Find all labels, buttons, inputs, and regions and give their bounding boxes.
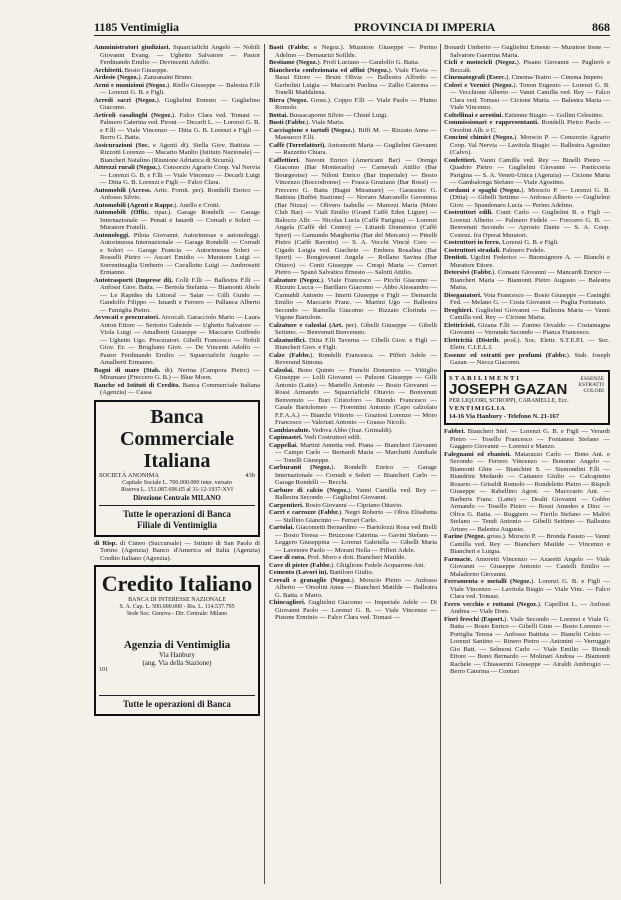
directory-entry: Fabbri. Biancheri Stef. — Lorenzi G. B. e Figli — Verardi Pietro — Tosello Francesco — Fontanesi Stefano — Gaggero Giovanni — Lorenzi e Manzo. [444, 428, 610, 450]
directory-entry: Carburanti (Negoz.). Rondelli Enrico — Garage Internazionale — Corradi e Soleri — Biancheri Carlo — Garage Rondelli — Becchi. [269, 464, 437, 486]
directory-entry: Automobili (Offic. ripar.). Garage Rondelli — Garage Internazionale — Penati e Isnardi — Corradi e Soleri — Muratore Fratelli. [94, 209, 260, 231]
ad-joseph-gazan [444, 370, 610, 426]
ad-gazan-top: STABILIMENTI [449, 374, 521, 382]
directory-entry: Cordami e spaghi (Negoz.). Morscio P. — Lorenzi G. B. (Ditta) — Gibelli Settimo — Anfosso Alberto — Guglielmi Giov. — Spandonaro Lucia — Perino Adelmo. [444, 186, 610, 209]
directory-entry: Autotrasporti (Imprese di). Colli F.lli — Ballestra F.lli — Anfossi Giov. Batta. — Bertola Stefania — Biamonti Abele — Le Rapides du Littoral — Satar — Gilli Guido — Gandolfo Filippo — Isnardi e Ferrero — Pallanca Alberto — Famiglia Pietro. [94, 276, 260, 314]
directory-entry: Fiori freschi (Esport.). Viale Secondo — Lorenzi e Viale G. Batta — Bosio Enrico — Gibelli Gino — Bosio Lorenzo — Portiglia Teresa — Anfosso Battista — Bianchi Celsio — Lorenzi Santino — Rinero Pietro — Antonini — Verruggio Gio Batt. — Selmoni Carlo — Viale Emilio — Biondi Ettore — Bono Bernardo — Molinari Andrea — Biamonti Rachele — Chiasserini Giuseppe — Airaldi Ambrogio — Berro Caterina — Conturi [444, 615, 610, 675]
directory-entry: Attrezzi rurali (Negoz.). Consorzio Agrario Coop. Val Nervia — Lorenzi G. B. e F.lli — Viale Vincenzo — Decarli Luigi — Ditta G. B. Lorenzi e Figli — Falco Clara. [94, 164, 260, 186]
header-province: PROVINCIA DI IMPERIA [354, 20, 496, 34]
ad-banca-commerciale [94, 400, 260, 537]
directory-entry: Basti (Fabbr. e Negoz.). Muratore Giuseppe — Perino Adelmo — Demaurizi Sofilde. [269, 44, 437, 59]
ad-gazan-city: VENTIMIGLIA [449, 405, 506, 412]
directory-entry: Birra (Negoz. Gross.). Coppo F.lli — Viale Paolo — Plumo Romolo. [269, 96, 437, 111]
directory-entry: Carri e carrozze (Fabbr.). Negri Roberto — Oliva Elisabetta — Stellino Giancinto — Ferrari Carlo. [269, 509, 437, 524]
column-2-entries [269, 44, 437, 622]
directory-entry: Calze (Fabbr.). Rondelli Francesca. — Pifferi Adele — Reverand Simona. [269, 351, 437, 366]
directory-entry: Cereali e granaglie (Negoz.). Morscio Pietro — Anfosso Alberto — Orsolini Anna — Biancheri Matilde — Ballestra G. Batta. e Mario. [269, 576, 437, 599]
directory-entry: Armi e munizioni (Negoz.). Riello Giuseppe — Balestra F.lli — Lorenzi G. B. e Figli. [94, 81, 260, 96]
directory-entry: Concimi chimici (Negoz.). Morscio P. — Consorzio Agrario Coop. Val Nervia — Lavitola Biagio — Ballestra Agostino (Calvo). [444, 134, 610, 156]
ad-gazan-sub: PER LIQUORI, SCIROPPI, CARAMELLE, Ecc. [449, 398, 569, 404]
ad-bci-line2: Filiale di Ventimiglia [136, 519, 217, 530]
directory-entry: Architetti. Bosio Giuseppe. [94, 66, 169, 74]
page-number-left: 1185 [94, 20, 118, 34]
directory-entry: Dentisti. Ugolini Federico — Buonsignore A. — Bianchi e Muratore Ettore. [444, 254, 610, 269]
directory-entry: Costruttori stradali. Palmero Fedele. [444, 246, 546, 254]
ad-ci-via: Via Hanbury [159, 651, 195, 659]
directory-entry: Busti (Fabbr.). Viale Maria. [269, 119, 345, 126]
directory-entry: Capimastri. Vedi Costruttori edili. [269, 434, 362, 441]
directory-entry: Farine (Negoz. gross.). Morscio P. — Bronda Fausto — Vanni Camilla ved. Rey — Biancheri Matilde — Vincenzo e Biancheri e Luigia. [444, 533, 610, 555]
header-city: Ventimiglia [120, 20, 180, 34]
directory-entry: Avvocati e procuratori. Arcocali. Garacciolo Mario — Laura Anton Ettore — Sertorio Gabriele — Ughetto Salvatore — Viola Luigi — Amalberti Giuseppe — Maccario Goffredo — Ughetto Ugo. Procuratori. Gibelli Francesco — Nobili Giov. Er. — Brogliano Giov. — De Vincenti Adolfo — Pastor Ferdinando Emilio — Squarciafichi Angelo — Amalberti Ermanno. [94, 314, 260, 366]
directory-entry: Cinematografi (Eserc.). Cinema-Teatro — Cinema Impero. [444, 74, 604, 81]
column-3 [444, 44, 610, 884]
directory-entry: Bagni di mare (Stab. di). Nerina (Campora Pietro) — Miramare (Freccero G. B.) — Blue Moon. [94, 366, 260, 381]
ad-ci-sub: BANCA DI INTERESSE NAZIONALE [128, 597, 226, 603]
directory-entry: Calzature (Negoz.). Viale Francesco — Picchi Giacomo — Rizzuto Lucca — Barillaro Giacomo — Abbo Alessandro — Carnuddi Antonio — Imerti Giuseppe e Figli — Demarchi Emilio — Maccario Franc. — Martini Ugo — Ballestra Secondo — Ramella Giacomo — Rizzato Clorinda — Vigone Bartolom. [269, 276, 437, 321]
directory-entry: Carpentieri. Bosio Giovanni — Cipriano Ottavio. [269, 501, 403, 509]
directory-entry: Essenze ed estratti per profumi (Fabbr.). Stab. Joseph Gazan — Necca Giacomo. [444, 351, 610, 366]
directory-entry: Automobili (Access. Artic. Fornit. per). Rondelli Enrico — Anfosso Silvio. [94, 186, 260, 201]
page-header [94, 20, 610, 36]
ad-ci-cap1: S. A. Cap. L. 500.000.000 - Ris. L. 114.537.795 [119, 604, 235, 610]
directory-entry: Farmacie. Amoretti Vincenzo — Azaretti Angelo — Viale Giovanni — Giuseppe Antonio — Castelli Emilio — Maladorno Giovanni. [444, 555, 610, 578]
directory-entry: Ferro vecchio e rottami (Negoz.). Capellini L. — Anfossi Andrea — Viale Dom. [444, 600, 610, 615]
header-left [94, 20, 179, 35]
directory-entry: Cacciagione e tartufi (Negoz.). Biffi M. — Rizzato Anna — Massucco F.lli. [269, 126, 437, 141]
ad-credito-italiano [94, 565, 260, 716]
directory-entry: Elettricità (Distrib. prod.). Soc. Elettr. S.T.E.P.I. — Soc. Elettr. C.I.E.L.I. [444, 336, 610, 351]
directory-entry: Cave di pietre (Fabbr.). Ghiglione Fedele Acquarone Ant. [269, 561, 426, 569]
ad-bci-line1: Tutte le operazioni di Banca [123, 508, 231, 519]
ad-ci-near: (ang. Via della Stazione) [142, 659, 212, 667]
column-2 [269, 44, 437, 884]
directory-entry: Amministratori giudiziari. Squarciafichi Angelo — Nobili Giovanni Evang. — Ughetto Salvatore — Pastor Ferdinando Emilio — Devincenti Adolfo. [94, 44, 260, 66]
directory-entry: Case di cura. Prof. Moro e dott. Biancheri Matilde. [269, 554, 406, 561]
ad-bci-title: Banca Commerciale Italiana [119, 405, 235, 472]
directory-entry: Costruttori edili. Conti Carlo — Guglielmi B. e Figli — Lorenzi Alberto — Palmero Fedele — Freccero G. B. — Benvenuti Secondo — Aprosio Dante — S. A. Coop. Costruz. fra Operai Muratori. [444, 209, 610, 239]
directory-entry: Ferramenta e metalli (Negoz.). Lorenzi G. B. e Figli — Viale Vincenzo — Lavitola Biagio — Viale Vinc. — Falco Clara ved. Tomasi. [444, 578, 610, 600]
directory-entry: Cicli e motocicli (Negoz.). Pisano Giovanni — Paglierò e Beccali. [444, 59, 610, 74]
directory-entry: Cappellai. Martini Annetta ved. Piana — Biancheri Giovanni — Campo Carlo — Bernardi Maria — Marchetti Annibale — Tonelli Giuseppe. [269, 441, 437, 464]
directory-entry: Cambiavalute. Vedova Abbo (fraz. Grimaldi). [269, 426, 393, 434]
directory-entry: Cartolai. Giacometti Bernardino — Bartolozzi Rosa ved Bielli — Bosio Teresa — Bruzzone Caterina — Gavini Stefano — Leggero Giuseppina — Lorenzi Gabriella — Gibelli Maria — Lavenore Paolo — Morani Nella — Pifferi Adele. [269, 524, 437, 554]
ad-bci-num: 43b [245, 471, 255, 479]
column-divider [440, 44, 441, 884]
directory-entry: Costruttori in ferro. Lorenzi G. B. e Figli. [444, 239, 559, 246]
directory-entry: Automobili (Agenti e Rappr.). Anello e Crotti. [94, 201, 221, 209]
ad-ci-ops: Tutte le operazioni di Banca [123, 699, 231, 709]
directory-entry: Elettricisti. Gizana F.lli — Zunino Osvaldo — Costamagna Giovanni — Verrando Secondo — Pianca Francesco. [444, 321, 610, 336]
ad-ci-agency: Agenzia di Ventimiglia [123, 639, 231, 651]
directory-entry: Bottai. Bussacaporne Silvio — Chisté Luigi. [269, 111, 388, 119]
directory-entry: Calzaturifici. Ditta F.lli Taverna — Cibelli Giov. e Figli — Biancheri Giov. e Figli. [269, 336, 437, 351]
ad-ci-num: 101 [99, 667, 108, 673]
directory-entry: Bestiame (Negoz.). Profi Luciano — Gandolfo G. Batta. [269, 59, 420, 66]
ad-gazan-addr: 14-16 Via Hanbury - Telefono N. 21-167 [449, 412, 559, 420]
ad-gazan-corner: ESSENZE ESTRATTI COLORI [578, 375, 604, 394]
column-divider [264, 44, 265, 884]
column-3-entries [444, 44, 610, 367]
directory-entry: Assicurazioni (Soc. e Agenti di). Stella Giov. Battista — Rizzotti Lorenzo — Macario Manlio (Istituto Nazionale) — Biancheri Natalino (Riunione Adriatica di Sicurtà). [94, 141, 260, 164]
directory-entry: Articoli casalinghi (Negoz.). Falco Clara ved. Tomasi — Palmero Caterina ved. Pironi — Decarli L. — Lorenzi G. B. e F.lli — Viale Vincenzo — Ditta G. B. Lorenzi e Figli — Berro G. Batta. [94, 111, 260, 141]
ad-bci-dir: Direzione Centrale MILANO [133, 493, 221, 502]
ad-gazan-name: JOSEPH GAZAN [449, 381, 568, 398]
ad-bci-cap1: Capitale Sociale L. 700.000.000 inter. versato [122, 479, 232, 486]
directory-entry: Confettieri. Vanni Camilla ved. Rey — Binelli Pietro — Quadrio Pietro — Guglielmi Giovanni — Pasticceria Parigina — S. A. Veneti-Unica (Agenzia) — Cicione Maria — Gambalonga Stefano — Viale Agostino. [444, 156, 610, 186]
directory-entry: Coltellinai e arrotini. Estienne Biagio — Gollini Celestino. [444, 111, 604, 119]
directory-entry: Carbure di calcio (Negoz.). Vanni Camilla ved. Rey — Ballestra Secondo — Guglielmi Giovanni. [269, 486, 437, 501]
ad-bci-sub: SOCIETÀ ANONIMA [99, 471, 160, 479]
directory-entry: Arredi sacri (Negoz.). Guglielmi Ernesto — Guglielmo Giacomo. [94, 96, 260, 111]
column-3-entries-b [444, 428, 610, 676]
directory-entry: Chincaglieri. Guglielmi Giacomo — Imperiale Adele — Di Giovanni Paolo — Lorenzi G. B. — Viale Vincenzo — Pistone Erminio — Falco Clara ved. Tomasi — [269, 599, 437, 621]
directory-entry: Falegnami ed ebanisti. Matarazzo Carlo — Bono Ant. e Secondo — Ferrero Vincenzo — Bonomo Angelo — Biamonti Ghin — Bianchini S. — Sismondini F.lli — Biandrini Medardo — Cattaneo Giulio — Calcapietto Rosario — Griseldi Romolo — Rondeletto Pietro — Rispoli Giuseppe — Rabellino Agost. — Macccario Ant. — Barberis Franc. (Latte) — Dealti Giovanni — Gobbo Armando — Tosello Pietro — Rossi Amedeo e Dioc — Oliva G. Batta. — Ruggiero — Fierilo Stefano — Malivi Stefano — Tendi Antonio — Gibelli Settimo — Ballestra Arturo — Balestra Augusto. [444, 450, 610, 533]
directory-entry: di Risp. di Cuneo (Succursale) — Istituto di San Paolo di Torino (Agenzia) Banco d'America ed Italia (Agenzia) Credito Italiano (Agenzia). [94, 539, 260, 562]
column-1-entries-b [94, 540, 260, 563]
directory-entry: Caffè (Torrefattori). Antonnotti Maria — Guglielmi Giovanni — Razzetto Chiara. [269, 141, 437, 156]
ad-ci-title: Credito Italiano [101, 571, 253, 596]
directory-entry: Banche ed Istituti di Credito. Banca Commerciale Italiana (Agenzia) — Cassa [94, 381, 260, 396]
column-1-entries [94, 44, 260, 397]
page-number-right: 868 [592, 20, 610, 34]
directory-entry: Calzature e calzolai (Art. per). Gibelli Giuseppe — Gibelli Settimo. — Benvenuti Benvenuto. [269, 321, 437, 336]
directory-entry: Biancheria confezionata ed affini (Negoz.). Viale Flavia — Bassi Ettore — Bruni Olivia — Ballestra Alfredo — Gerbolini Luigia — Maccario Paolina — Zallio Caterina — Tonelli Maddalena. [269, 66, 437, 96]
directory-entry: Caffettieri. Navoni Enrico (Americani Bar) — Orengo Giacomo (Bar Montecarlo) — Carnevali Attilio (Bar Bourgeoise) — Niloni Enrico (Bar Imperiale) — Bosio Vincenzo (Boccodromo) — Frasca Graziano (Bar Rossi) — Freccero G. Batta (Bagni Miramare) — Garassino G. Battista (Buffet Stazione) — Novaro Marcarello Geronima (Bar Nizza) — Olivero Isabella — Marezzi Maria (Moto Club Bar) — Viali Emilio (Grand Caffè Eden Ligure) — Balocco Alfr. — Nicolas Lucia (Caffè Parigina) — Lorenzi Angela (Caffè del Centro) — Littardi Domenico (Caffè Sport) — Gamundo Margherita (Bar del Mercato) — Pinelli Pietro (Caffè Ravotto) — S. A. Vecchi Vinciè Coro — Cigado Luigia ved. Giacheto — Embera Rosalina (Bar Sport) — Bongiovanni Angela — Rollano Savina (Bar Ottavo) — Conti Giuseppe — Crespi Maria — Curreri Pietro — Spanò Salvatico Ernesto — Salotti Attilio. [269, 156, 437, 276]
directory-entry: Droghieri. Guglielmi Giovanni — Ballestra Maria — Vanni Camilla ved. Rey — Cicione Maria. [444, 306, 610, 321]
directory-entry: Diseganatori. Vota Francesco — Bosio Giuseppe — Casinghi Fed. — Melano G. — Costa Giovanni — Puglia Fortunato. [444, 291, 610, 306]
directory-entry: Commissionari e rappresentanti. Rondelli Pietro Paolo — Orsolini Alb. e C. [444, 119, 610, 134]
directory-entry: Cemento (Lavori in). Battiloro Giulio. [269, 569, 374, 576]
directory-entry: Colori e Vernici (Negoz.). Tonon Eugenio — Lorenzi G. B. — Vecchione Alberto — Vanni Camilla ved. Rey — Falco Clara ved. Tomasi — Cicione Maria. — Balestra Maria — Viale Vincenzo. [444, 81, 610, 111]
column-1 [94, 44, 260, 884]
ad-bci-cap2: Riserva L. 151.087.696.65 al 31-12-1937-XVI [121, 486, 233, 493]
directory-entry: Calzolai. Bono Quinto — Franchi Domenico — Vittiglio Giuseppe — Lolli Giovanni — Pulzoni Giuseppe — Gilli Antonio (Latte) — Martello Antonio — Bosio Giovanni — Rossi Armando — Squarciafichi Ottavio — Bonvenuti Benvenuto — Buri Cristoforo — Biondo Francesco — Casale Bartolomeo — Fiorentini Antonio (Capo calzolaio F.F.A.A.) — Bianchi Vittorio — Graziosi Lorenzo — Moro Francesco — Valeriati Antonio — Grasso Nicolò. [269, 366, 437, 426]
directory-entry: Ardesie (Negoz.). Zanzanaini Bruno. [94, 74, 193, 81]
directory-entry: Detersivi (Fabbr.). Consani Giovanni — Mancardi Enrico — Biancheri Maria — Biamonti Pietro Augusto — Balestra Maria. [444, 269, 610, 291]
ad-ci-cap2: Sede Soc. Genova - Dir. Centrale: Milano [126, 611, 228, 617]
directory-entry: Autonoleggi. Pilota Giovanni. Autorimesse e autonoleggi. Autorimessa Internazionale — Garage Rondelli — Corradi e Soleri — Garage Francia — Autorimessa Soleri — Rosselli Pietro — Ascari Emidio — Muratore Luigi — Sorrentinaglia Umberto — Cavallotto Luigi — Ambrosetti Ermanno. [94, 231, 260, 276]
directory-entry: Bonardi Umberto — Guglielmi Ernesto — Muratore Irene — Salvatore Guerrina Maria. [444, 44, 610, 59]
